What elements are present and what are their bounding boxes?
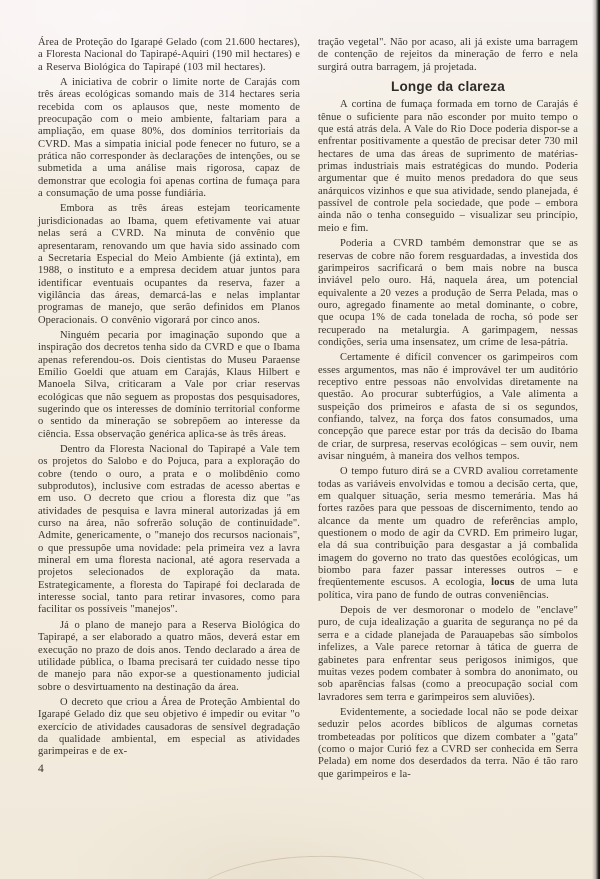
left-column xyxy=(38,37,300,784)
two-column-layout xyxy=(38,37,578,784)
scan-edge-shadow xyxy=(592,0,600,879)
right-column xyxy=(318,37,578,784)
paragraph: Certamente é difícil convencer os garimpeiros com esses argumentos, mas não é improvável ter um auditório receptivo entre pessoas não envolvidas diretamente na questão. Ao procurar subterfúgios, a Vale alimenta a suspeição dos primeiros e afasta de si os segundos, confiando, talvez, na força dos fatos consumados, uma concepção que parece estar por trás da decisão do Ibama de criar, de surpresa, reservas ecológicas – sem ouvir, nem avisar ninguém, à maneira dos velhos tempos. xyxy=(318,352,578,462)
paragraph: Embora as três áreas estejam teoricamente jurisdicionadas ao Ibama, quem efetivamente vai atuar nelas será a CVRD. Na minuta de convênio que apresentaram, renovando um que havia sido assinado com a Secretaria Especial do Meio Ambiente (já extinta), em 1988, o instituto e a empresa decidem atuar juntos para identificar eventuais ocupantes da reserva, fazer a vigilância das áreas, demarcá-las e nelas implantar programas de manejo, que serão definidos em Planos Operacionais. O convênio vigorará por cinco anos. xyxy=(38,203,300,326)
paragraph: A iniciativa de cobrir o limite norte de Carajás com três áreas ecológicas somando mais de 314 hectares seria recebida com os aplausos que, neste momento de preocupação com o meio ambiente, faltariam para a ampliação, em quase 80%, dos domínios territoriais da CVRD. Mas a simpatia inicial pode fenecer no futuro, se a prática não corresponder às declarações de intenções, ou se submetida a uma análise mais rigorosa, capaz de demonstrar que ecologia foi apenas cortina de fumaça para a consumação de uma posse fundiária. xyxy=(38,77,300,200)
paragraph: Depois de ver desmoronar o modelo de "enclave" puro, de cuja idealização a guarita de segurança no pé da serra e a cidade planejada de Parauapebas são símbolos infelizes, a Vale parece retornar à tática de guerra de gabinetes para enfrentar seus perigosos inimigos, que muitas vezes podem combater à sombra do anonimato, ou sob aparências falsas (como a preocupação social com lavradores sem terra e garimpeiros sem aluviões). xyxy=(318,605,578,703)
paragraph: Ninguém pecaria por imaginação supondo que a inspiração dos decretos tenha sido da CVRD e que o Ibama apenas referendou-os. Dois cientistas do Museu Paraense Emílio Goeldi que atuam em Carajás, Klaus Hilbert e Manoela Silva, criticaram a Vale por criar reservas ecológicas que não seguem as propostas dos pesquisadores, sugerindo que os interesses de domínio territorial conforme o sentido da mineração se sobrepõem ao interesse da ciência. Essa observação genérica aplica-se às três áreas. xyxy=(38,329,300,440)
paragraph: Evidentemente, a sociedade local não se pode deixar seduzir pelos acordes bíblicos de algumas cornetas trombeteadas por políticos que dizem combater a "gata" (como o major Curió fez a CVRD ser conhecida em Serra Pelada) em nome dos deserdados da terra. Não é tão raro que garimpeiros e la- xyxy=(318,706,578,780)
paragraph: Poderia a CVRD também demonstrar que se as reservas de cobre não forem resguardadas, a investida dos garimpeiros sacrificará o bem mais nobre na busca inviável pelo ouro. Há, naquela área, um potencial equivalente a 20 vezes a produção de Serra Pelada, mas o ouro, agregado finamente ao metal dominante, o cobre, que ocupa 1% de cada tonelada de rocha, só pode ser recuperado na metalurgia. A garimpagem, nessas condições, seria uma insensatez, um crime de lesa-pátria. xyxy=(318,238,578,348)
paragraph: O decreto que criou a Área de Proteção Ambiental do Igarapé Gelado diz que seu objetivo é impedir ou evitar "o exercício de atividades causadoras de sensível degradação da qualidade ambiental, em especial as atividades garimpeiras e de ex- xyxy=(38,696,300,758)
paragraph: Área de Proteção do Igarapé Gelado (com 21.600 hectares), a Floresta Nacional do Tapirapé-Aquiri (190 mil hectares) e a Reserva Biológica do Tapirapé (103 mil hectares). xyxy=(38,37,300,73)
paragraph-text: O tempo futuro dirá se a CVRD avaliou corretamente todas as variáveis envolvidas e tomou a decisão certa, que, em qualquer situação, seria mesmo temerária. Mas há fortes razões para que pessoas de discernimento, tendo ao alcance da mente um quadro de referências amplo, questionem o modo de agir da CVRD. Em primeiro lugar, ela dá sua contribuição para desgastar a já combalida imagem do governo no trato das questões ecológicas, um biombo para fazer passar interesses outros – e freqüentemente escusos. A ecologia, xyxy=(318,466,578,589)
paragraph: Já o plano de manejo para a Reserva Biológica do Tapirapé, a ser elaborado a quatro mãos, deverá estar em execução no prazo de dois anos. Tendo declarado a área de utilidade pública, o Ibama precisará ter cuidado nesse tipo de manejo para não expor-se a questionamento judicial sobre o desvirtuamento na destinação da área. xyxy=(38,619,300,693)
paragraph: A cortina de fumaça formada em torno de Carajás é tênue o suficiente para não esconder por muito tempo o que está atrás dela. A Vale do Rio Doce poderia dispor-se a enfrentar positivamente a questão de precisar deter 730 mil hectares de uma das áreas de suprimento de matérias-primas industriais mais estratégicas do mundo. Poderia argumentar que é muito menos predadora do que seus anárquicos vizinhos e que sua atividade, sendo planejada, é passível de controle pela sociedade, que pode – embora ainda não o tenha conseguido – visualizar seu princípio, meio e fim. xyxy=(318,99,578,234)
paragraph: tração vegetal". Não por acaso, ali já existe uma barragem de contenção de rejeitos da mineração de ferro e nela surgirá outra barragem, já projetada. xyxy=(318,37,578,73)
emphasized-word: locus xyxy=(491,577,515,589)
paper-crease xyxy=(179,851,441,879)
paragraph: Dentro da Floresta Nacional do Tapirapé a Vale tem os projetos do Salobo e do Pojuca, para a exploração do cobre (tendo o ouro, a prata e o molibdênio como subprodutos), inclusive com estradas de acesso abertas e em uso. O decreto que criou a floresta diz que "as atividades de pesquisa e lavra mineral autorizadas já em curso na área, não sofrerão solução de continuidade". Admite, genericamente, o "manejo dos recursos nacionais", o que pressupõe uma novidade: pela primeira vez a lavra mineral em uma floresta nacional, até agora reservada a projetos selecionados de exploração da mata. Estrategicamente, a floresta do Tapirapé foi declarada de interesse social, tanto para retirar invasores, como para facilitar os possíveis "manejos". xyxy=(38,444,300,616)
paragraph xyxy=(318,466,578,602)
section-heading: Longe da clareza xyxy=(391,79,505,95)
paragraph-text: de uma luta política, vira pano de fundo de outras conveniências. xyxy=(318,577,578,601)
page-number: 4 xyxy=(38,762,44,775)
